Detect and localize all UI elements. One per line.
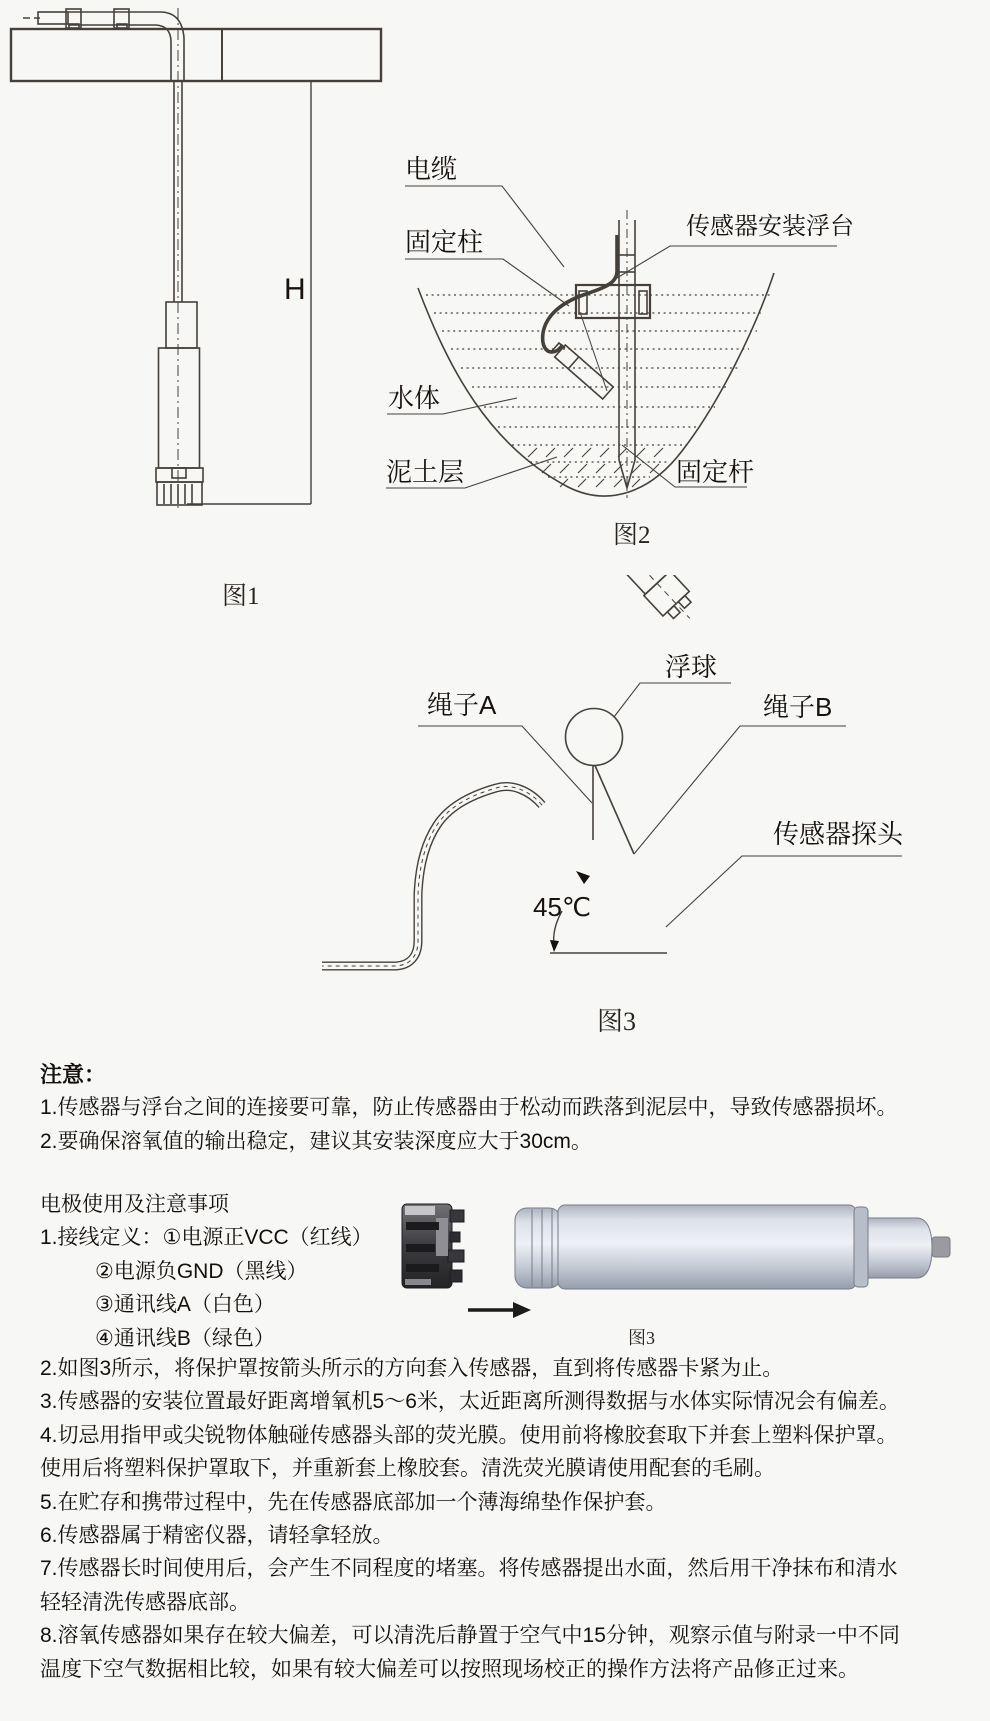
product-photos bbox=[392, 1192, 962, 1357]
figure2-caption: 图2 bbox=[613, 522, 651, 549]
cable-line bbox=[543, 235, 617, 352]
float-ball bbox=[566, 709, 623, 766]
instruction-line: 使用后将塑料保护罩取下，并重新套上橡胶套。清洗荧光膜请使用配套的毛刷。 bbox=[40, 1457, 775, 1481]
note-item: 2.要确保溶氧值的输出稳定，建议其安装深度应大于30cm。 bbox=[40, 1129, 592, 1153]
instruction-line: 6.传感器属于精密仪器，请轻拿轻放。 bbox=[40, 1524, 394, 1548]
wiring-sub: ④通讯线B（绿色） bbox=[95, 1326, 275, 1350]
water-lines bbox=[426, 295, 770, 477]
wiring-sub: ②电源负GND（黑线） bbox=[95, 1259, 308, 1283]
label-mud-layer: 泥土层 bbox=[386, 457, 465, 487]
electrode-title: 电极使用及注意事项 bbox=[40, 1193, 229, 1216]
figure3-caption: 图3 bbox=[597, 1007, 637, 1036]
figure1-drawing bbox=[0, 0, 400, 620]
rope-b-line bbox=[595, 766, 634, 855]
instruction-line: 3.传感器的安装位置最好距离增氧机5～6米，太近距离所测得数据与水体实际情况会有偏差。 bbox=[40, 1390, 900, 1414]
instruction-line: 2.如图3所示，将保护罩按箭头所示的方向套入传感器，直到将传感器卡紧为止。 bbox=[40, 1357, 784, 1380]
cable-outline bbox=[322, 787, 542, 966]
wiring-definition: 1.接线定义：①电源正VCC（红线） bbox=[40, 1226, 373, 1250]
label-rope-a: 绳子A bbox=[427, 690, 497, 720]
sensor-body bbox=[156, 302, 203, 505]
instruction-line: 7.传感器长时间使用后，会产生不同程度的堵塞。将传感器提出水面，然后用干净抹布和清水 bbox=[40, 1557, 898, 1581]
instruction-line: 轻轻清洗传感器底部。 bbox=[40, 1590, 250, 1614]
note-item: 1.传感器与浮台之间的连接要可靠，防止传感器由于松动而跌落到泥层中，导致传感器损坏。 bbox=[40, 1096, 898, 1120]
product-figure-caption: 图3 bbox=[628, 1328, 655, 1348]
notes-section bbox=[40, 1058, 970, 1158]
sensor-probe-body bbox=[522, 575, 704, 632]
instruction-line: 5.在贮存和携带过程中，先在传感器底部加一个薄海绵垫作保护套。 bbox=[40, 1490, 667, 1514]
label-float-ball: 浮球 bbox=[665, 652, 718, 682]
label-water-body: 水体 bbox=[388, 383, 441, 413]
dimension-H-label: H bbox=[284, 273, 306, 306]
instructions-section bbox=[40, 1352, 970, 1686]
label-angle: 45℃ bbox=[533, 892, 592, 922]
instruction-line: 8.溶氧传感器如果存在较大偏差，可以清洗后静置于空气中15分钟，观察示值与附录一中不同 bbox=[40, 1624, 900, 1648]
sensor-product-image bbox=[515, 1205, 950, 1289]
probe bbox=[551, 343, 613, 399]
instruction-line: 4.切忌用指甲或尖锐物体触碰传感器头部的荧光膜。使用前将橡胶套取下并套上塑料保护罩。 bbox=[40, 1423, 898, 1447]
direction-arrow-icon bbox=[468, 1302, 531, 1318]
label-sensor-probe: 传感器探头 bbox=[773, 819, 904, 849]
label-fixing-post: 固定柱 bbox=[405, 227, 484, 257]
wiring-sub: ③通讯线A（白色） bbox=[95, 1293, 275, 1317]
instruction-line: 温度下空气数据相比较，如果有较大偏差可以按照现场校正的操作方法将产品修正过来。 bbox=[40, 1657, 859, 1681]
label-fixing-rod: 固定杆 bbox=[676, 457, 755, 487]
figure2-drawing bbox=[350, 115, 930, 565]
protective-cap-image bbox=[402, 1204, 464, 1288]
label-rope-b: 绳子B bbox=[763, 692, 833, 722]
label-cable: 电缆 bbox=[405, 154, 458, 184]
fixing-rod bbox=[619, 210, 635, 498]
figure1-caption: 图1 bbox=[222, 583, 260, 610]
label-float-platform: 传感器安装浮台 bbox=[686, 213, 854, 240]
figure3-drawing bbox=[290, 575, 940, 1045]
mud-hatch bbox=[528, 448, 663, 487]
notes-title: 注意： bbox=[40, 1062, 107, 1087]
connector bbox=[38, 12, 68, 24]
mount-platform bbox=[11, 29, 381, 81]
